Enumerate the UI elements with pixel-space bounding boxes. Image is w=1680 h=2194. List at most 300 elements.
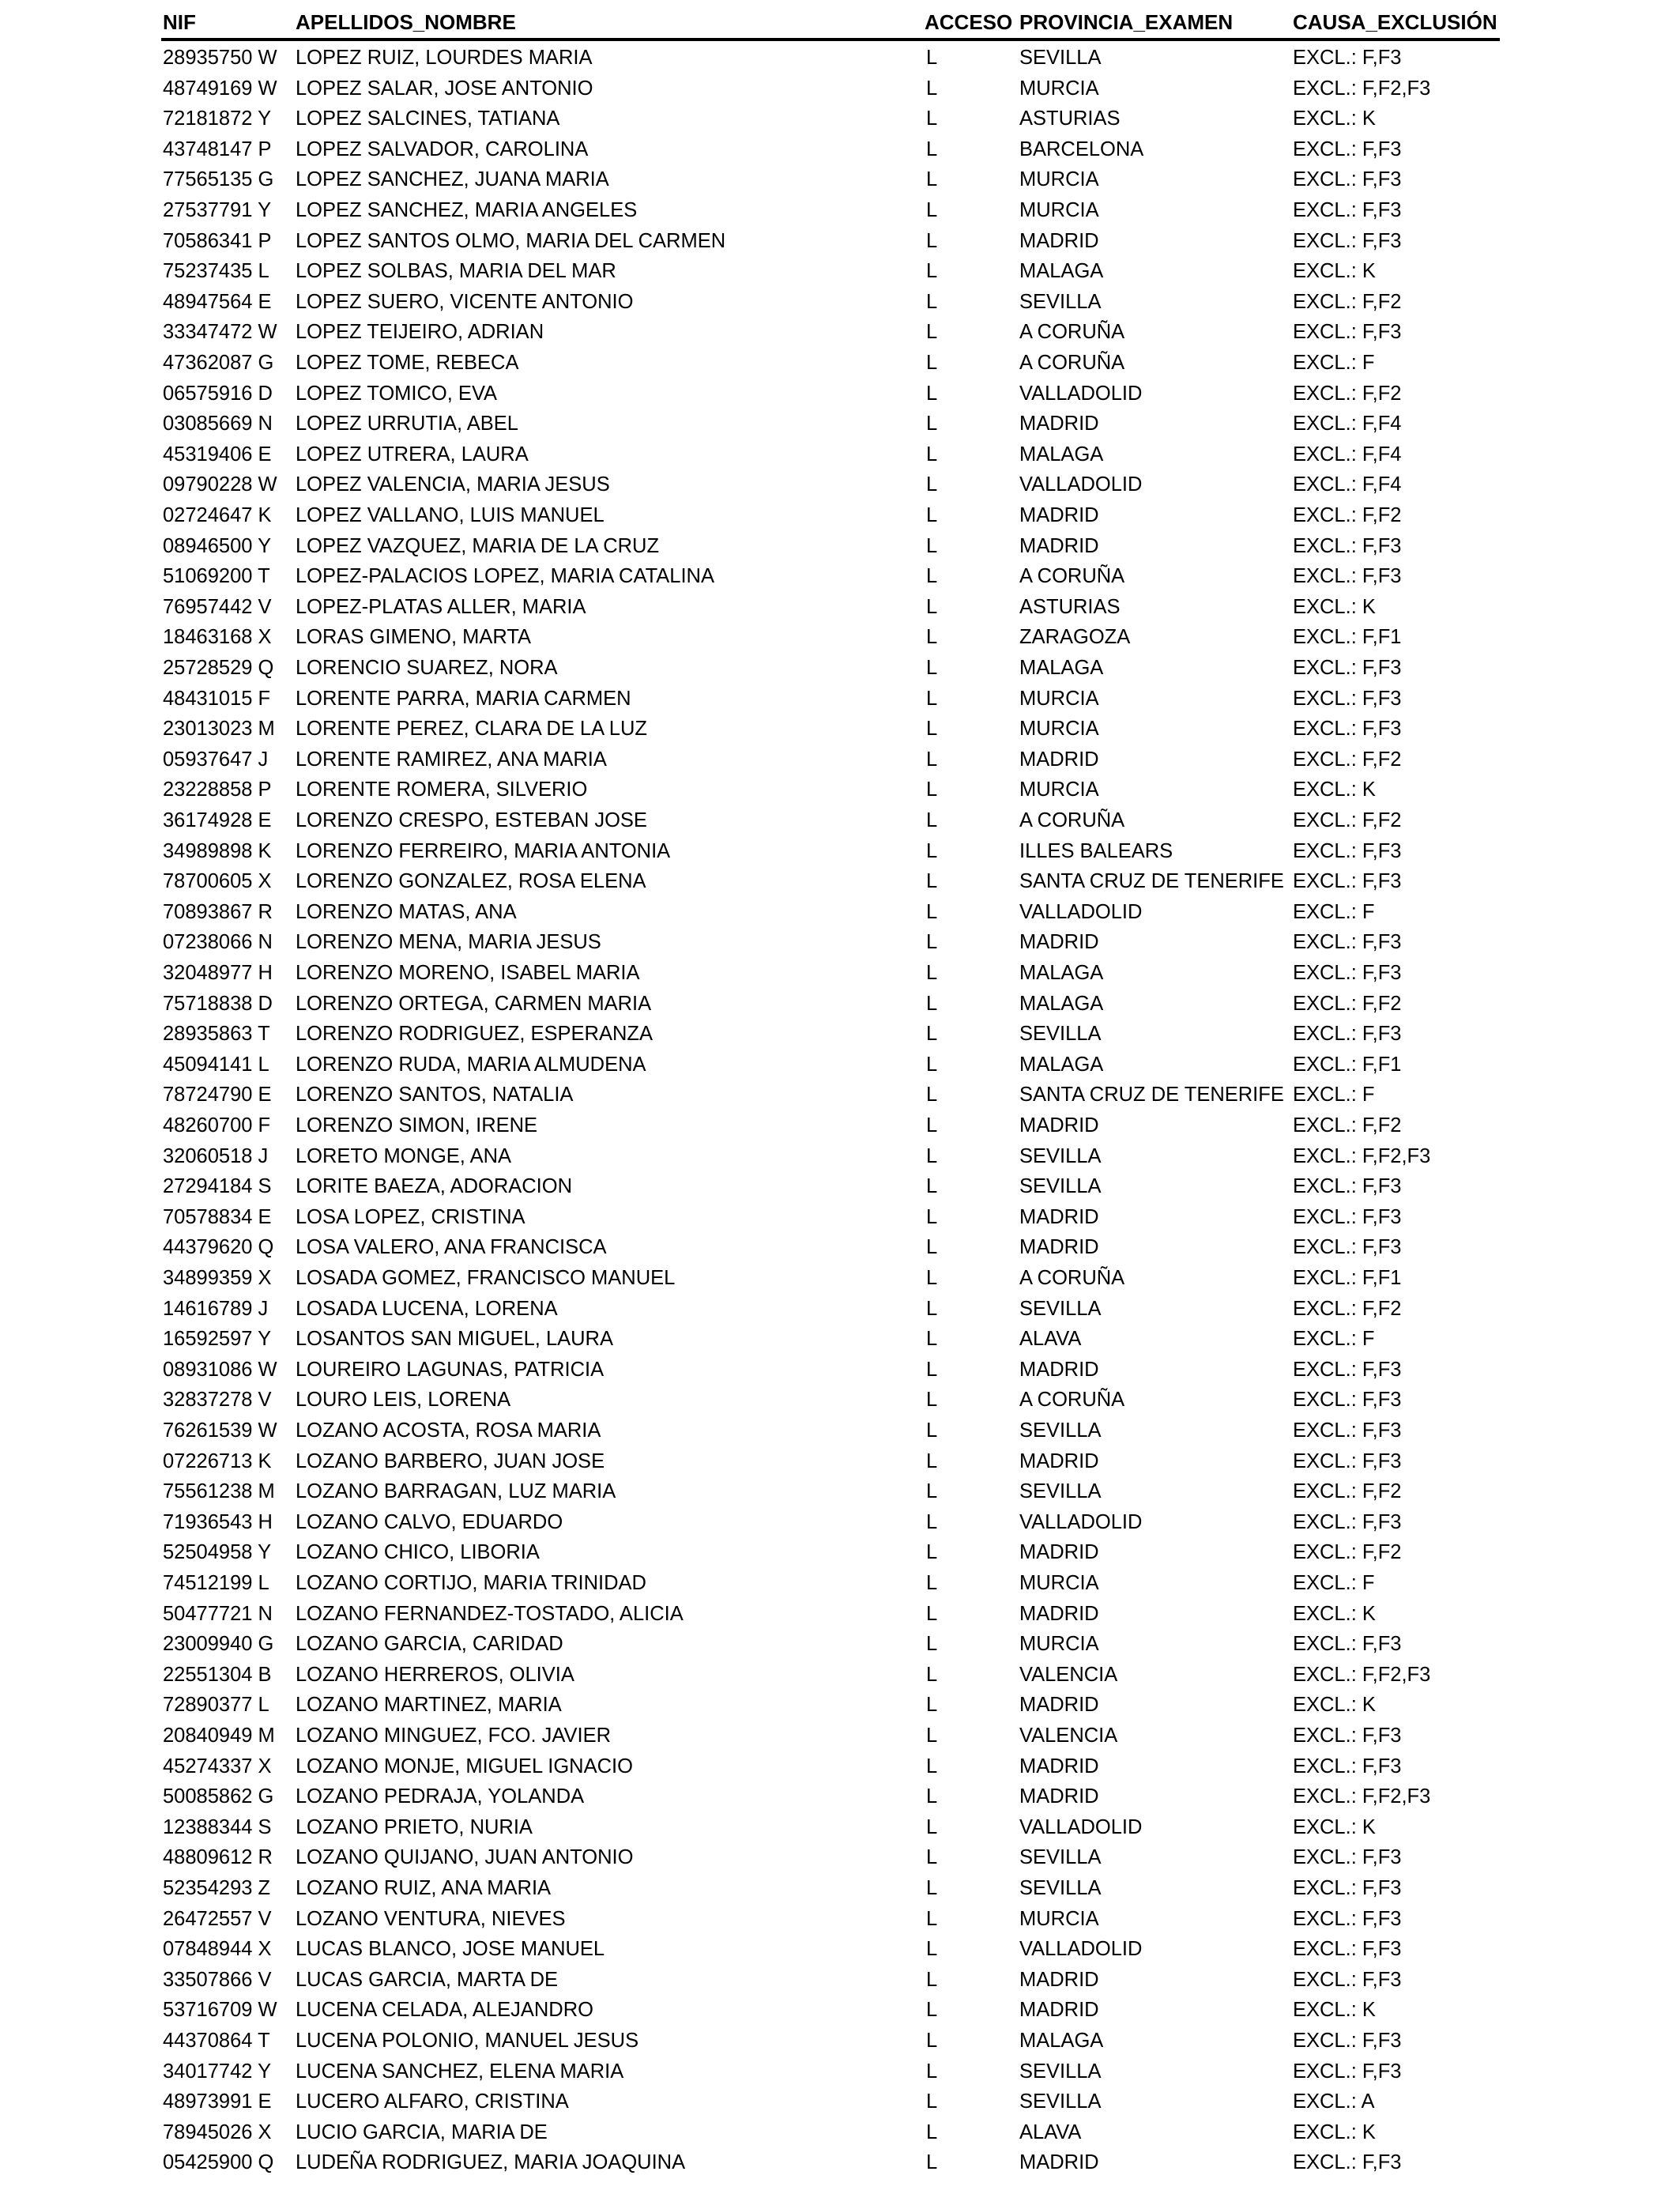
table-row	[0, 1537, 1680, 1568]
cell-acceso: L	[926, 382, 938, 405]
cell-acceso: L	[926, 1175, 938, 1198]
cell-acceso: L	[926, 1114, 938, 1137]
cell-acceso: L	[926, 1205, 938, 1228]
cell-provincia-examen: ALAVA	[1019, 2120, 1082, 2143]
cell-nif: 71936543 H	[163, 1510, 273, 1533]
cell-apellidos-nombre: LOPEZ SANCHEZ, MARIA ANGELES	[296, 199, 638, 221]
cell-nif: 77565135 G	[163, 168, 274, 191]
cell-acceso: L	[926, 2090, 938, 2113]
table-row	[0, 317, 1680, 348]
cell-causa-exclusion: EXCL.: F,F3	[1293, 1419, 1402, 1442]
cell-provincia-examen: MADRID	[1019, 1236, 1099, 1259]
cell-provincia-examen: VALENCIA	[1019, 1725, 1118, 1747]
cell-provincia-examen: VALLADOLID	[1019, 1938, 1143, 1961]
cell-provincia-examen: MALAGA	[1019, 443, 1104, 466]
cell-provincia-examen: MALAGA	[1019, 1053, 1104, 1076]
cell-apellidos-nombre: LOSA VALERO, ANA FRANCISCA	[296, 1236, 607, 1259]
cell-nif: 34017742 Y	[163, 2060, 272, 2083]
cell-nif: 45274337 X	[163, 1755, 272, 1777]
cell-apellidos-nombre: LOZANO RUIZ, ANA MARIA	[296, 1877, 552, 1899]
cell-nif: 28935750 W	[163, 47, 277, 69]
cell-causa-exclusion: EXCL.: F,F2	[1293, 504, 1402, 526]
cell-nif: 07226713 K	[163, 1449, 272, 1472]
table-row	[0, 439, 1680, 470]
cell-acceso: L	[926, 992, 938, 1015]
cell-causa-exclusion: EXCL.: F,F1	[1293, 1053, 1402, 1076]
cell-causa-exclusion: EXCL.: F,F3	[1293, 321, 1402, 344]
cell-acceso: L	[926, 748, 938, 771]
table-row	[0, 1110, 1680, 1141]
table-row	[0, 1507, 1680, 1538]
cell-nif: 23228858 P	[163, 778, 272, 801]
table-row	[0, 469, 1680, 500]
cell-acceso: L	[926, 413, 938, 435]
cell-nif: 08931086 W	[163, 1358, 277, 1381]
cell-apellidos-nombre: LOPEZ SANTOS OLMO, MARIA DEL CARMEN	[296, 229, 726, 252]
cell-causa-exclusion: EXCL.: F	[1293, 1328, 1375, 1351]
table-row	[0, 1416, 1680, 1446]
cell-apellidos-nombre: LOURO LEIS, LORENA	[296, 1389, 511, 1412]
cell-provincia-examen: SEVILLA	[1019, 47, 1102, 69]
cell-apellidos-nombre: LOZANO GARCIA, CARIDAD	[296, 1633, 563, 1656]
cell-provincia-examen: MALAGA	[1019, 657, 1104, 679]
cell-nif: 06575916 D	[163, 382, 273, 405]
cell-nif: 09790228 W	[163, 473, 277, 496]
cell-nif: 78724790 E	[163, 1084, 272, 1106]
cell-provincia-examen: MADRID	[1019, 1785, 1099, 1808]
cell-causa-exclusion: EXCL.: F,F2	[1293, 1480, 1402, 1503]
cell-acceso: L	[926, 1785, 938, 1808]
table-row	[0, 379, 1680, 409]
cell-provincia-examen: VALLADOLID	[1019, 1815, 1143, 1838]
cell-apellidos-nombre: LORENZO CRESPO, ESTEBAN JOSE	[296, 809, 647, 831]
cell-apellidos-nombre: LORENZO RUDA, MARIA ALMUDENA	[296, 1053, 646, 1076]
cell-causa-exclusion: EXCL.: F,F3	[1293, 718, 1402, 741]
cell-apellidos-nombre: LUCENA SANCHEZ, ELENA MARIA	[296, 2060, 624, 2083]
cell-acceso: L	[926, 839, 938, 862]
cell-provincia-examen: MADRID	[1019, 1114, 1099, 1137]
cell-nif: 26472557 V	[163, 1907, 272, 1930]
cell-acceso: L	[926, 1572, 938, 1594]
table-row	[0, 226, 1680, 257]
cell-provincia-examen: A CORUÑA	[1019, 1267, 1125, 1289]
cell-provincia-examen: A CORUÑA	[1019, 565, 1125, 588]
cell-acceso: L	[926, 2120, 938, 2143]
cell-provincia-examen: SEVILLA	[1019, 1175, 1102, 1198]
cell-nif: 12388344 S	[163, 1815, 272, 1838]
cell-provincia-examen: MADRID	[1019, 1541, 1099, 1564]
cell-apellidos-nombre: LOPEZ SANCHEZ, JUANA MARIA	[296, 168, 609, 191]
cell-provincia-examen: MURCIA	[1019, 1907, 1099, 1930]
cell-provincia-examen: BARCELONA	[1019, 138, 1144, 160]
cell-acceso: L	[926, 1449, 938, 1472]
header-causa-exclusion: CAUSA_EXCLUSIÓN	[1293, 10, 1497, 34]
table-row	[0, 195, 1680, 226]
cell-acceso: L	[926, 107, 938, 130]
cell-nif: 78945026 X	[163, 2120, 272, 2143]
table-row	[0, 1690, 1680, 1721]
cell-causa-exclusion: EXCL.: F,F2,F3	[1293, 1785, 1431, 1808]
cell-nif: 18463168 X	[163, 626, 272, 649]
cell-causa-exclusion: EXCL.: F,F4	[1293, 413, 1402, 435]
cell-acceso: L	[926, 595, 938, 618]
cell-nif: 44379620 Q	[163, 1236, 274, 1259]
cell-causa-exclusion: EXCL.: K	[1293, 778, 1376, 801]
cell-causa-exclusion: EXCL.: A	[1293, 2090, 1375, 2113]
table-row	[0, 1965, 1680, 1996]
cell-acceso: L	[926, 229, 938, 252]
cell-nif: 47362087 G	[163, 352, 274, 374]
cell-provincia-examen: MALAGA	[1019, 2030, 1104, 2052]
table-row	[0, 897, 1680, 928]
cell-acceso: L	[926, 1938, 938, 1961]
cell-nif: 72181872 Y	[163, 107, 272, 130]
cell-provincia-examen: SEVILLA	[1019, 2060, 1102, 2083]
cell-nif: 07848944 X	[163, 1938, 272, 1961]
cell-apellidos-nombre: LOZANO VENTURA, NIEVES	[296, 1907, 566, 1930]
cell-apellidos-nombre: LOPEZ TOME, REBECA	[296, 352, 519, 374]
table-row	[0, 531, 1680, 562]
cell-nif: 76957442 V	[163, 595, 272, 618]
cell-causa-exclusion: EXCL.: K	[1293, 595, 1376, 618]
cell-provincia-examen: MADRID	[1019, 748, 1099, 771]
table-row	[0, 1476, 1680, 1507]
cell-apellidos-nombre: LOZANO BARRAGAN, LUZ MARIA	[296, 1480, 616, 1503]
cell-provincia-examen: SEVILLA	[1019, 1023, 1102, 1046]
cell-causa-exclusion: EXCL.: F,F2	[1293, 1114, 1402, 1137]
cell-nif: 05937647 J	[163, 748, 269, 771]
header-acceso: ACCESO	[925, 10, 1013, 34]
table-row	[0, 2026, 1680, 2056]
cell-apellidos-nombre: LUCIO GARCIA, MARIA DE	[296, 2120, 548, 2143]
cell-apellidos-nombre: LOSANTOS SAN MIGUEL, LAURA	[296, 1328, 613, 1351]
cell-acceso: L	[926, 565, 938, 588]
cell-apellidos-nombre: LUCERO ALFARO, CRISTINA	[296, 2090, 569, 2113]
table-row	[0, 1019, 1680, 1050]
cell-apellidos-nombre: LORENZO GONZALEZ, ROSA ELENA	[296, 870, 646, 893]
cell-causa-exclusion: EXCL.: F,F3	[1293, 1877, 1402, 1899]
cell-apellidos-nombre: LUDEÑA RODRIGUEZ, MARIA JOAQUINA	[296, 2151, 686, 2174]
cell-acceso: L	[926, 900, 938, 923]
cell-nif: 14616789 J	[163, 1297, 269, 1320]
cell-apellidos-nombre: LORITE BAEZA, ADORACION	[296, 1175, 572, 1198]
cell-apellidos-nombre: LORAS GIMENO, MARTA	[296, 626, 532, 649]
cell-provincia-examen: ZARAGOZA	[1019, 626, 1131, 649]
cell-acceso: L	[926, 1663, 938, 1686]
cell-apellidos-nombre: LORENTE PARRA, MARIA CARMEN	[296, 687, 631, 710]
cell-provincia-examen: MALAGA	[1019, 962, 1104, 984]
cell-causa-exclusion: EXCL.: K	[1293, 260, 1376, 283]
cell-causa-exclusion: EXCL.: F,F2	[1293, 748, 1402, 771]
cell-provincia-examen: VALLADOLID	[1019, 473, 1143, 496]
table-row	[0, 805, 1680, 836]
table-row	[0, 1599, 1680, 1630]
cell-provincia-examen: MURCIA	[1019, 718, 1099, 741]
cell-apellidos-nombre: LOSA LOPEZ, CRISTINA	[296, 1205, 525, 1228]
cell-apellidos-nombre: LUCAS GARCIA, MARTA DE	[296, 1968, 559, 1991]
cell-causa-exclusion: EXCL.: K	[1293, 1815, 1376, 1838]
table-header	[0, 0, 1680, 41]
cell-provincia-examen: MURCIA	[1019, 199, 1099, 221]
cell-acceso: L	[926, 138, 938, 160]
cell-acceso: L	[926, 1328, 938, 1351]
cell-provincia-examen: A CORUÑA	[1019, 352, 1125, 374]
cell-acceso: L	[926, 47, 938, 69]
table-row	[0, 927, 1680, 958]
table-row	[0, 1842, 1680, 1873]
cell-apellidos-nombre: LORENZO FERREIRO, MARIA ANTONIA	[296, 839, 671, 862]
cell-nif: 48260700 F	[163, 1114, 271, 1137]
cell-provincia-examen: MADRID	[1019, 229, 1099, 252]
table-row	[0, 1904, 1680, 1935]
table-row	[0, 745, 1680, 775]
table-row	[0, 1324, 1680, 1355]
cell-provincia-examen: MADRID	[1019, 1205, 1099, 1228]
cell-apellidos-nombre: LORENZO MATAS, ANA	[296, 900, 517, 923]
cell-apellidos-nombre: LOZANO MINGUEZ, FCO. JAVIER	[296, 1725, 612, 1747]
cell-causa-exclusion: EXCL.: F,F2	[1293, 1297, 1402, 1320]
cell-acceso: L	[926, 1968, 938, 1991]
cell-nif: 45094141 L	[163, 1053, 269, 1076]
cell-apellidos-nombre: LOPEZ RUIZ, LOURDES MARIA	[296, 47, 593, 69]
cell-causa-exclusion: EXCL.: F,F3	[1293, 1389, 1402, 1412]
cell-acceso: L	[926, 1907, 938, 1930]
cell-apellidos-nombre: LOPEZ SOLBAS, MARIA DEL MAR	[296, 260, 616, 283]
table-row	[0, 1446, 1680, 1477]
cell-causa-exclusion: EXCL.: F,F3	[1293, 1510, 1402, 1533]
cell-causa-exclusion: EXCL.: F	[1293, 1572, 1375, 1594]
cell-apellidos-nombre: LOZANO HERREROS, OLIVIA	[296, 1663, 574, 1686]
cell-causa-exclusion: EXCL.: F,F4	[1293, 443, 1402, 466]
table-row	[0, 592, 1680, 623]
cell-provincia-examen: MADRID	[1019, 1999, 1099, 2022]
cell-apellidos-nombre: LOZANO QUIJANO, JUAN ANTONIO	[296, 1846, 634, 1869]
cell-apellidos-nombre: LOZANO CALVO, EDUARDO	[296, 1510, 563, 1533]
cell-causa-exclusion: EXCL.: F,F3	[1293, 1175, 1402, 1198]
table-row	[0, 1721, 1680, 1751]
cell-causa-exclusion: EXCL.: F,F3	[1293, 1938, 1402, 1961]
table-row	[0, 1232, 1680, 1263]
cell-acceso: L	[926, 2151, 938, 2174]
cell-provincia-examen: MADRID	[1019, 534, 1099, 557]
cell-nif: 27294184 S	[163, 1175, 272, 1198]
cell-apellidos-nombre: LOZANO PEDRAJA, YOLANDA	[296, 1785, 585, 1808]
cell-apellidos-nombre: LOPEZ-PALACIOS LOPEZ, MARIA CATALINA	[296, 565, 714, 588]
cell-acceso: L	[926, 1053, 938, 1076]
cell-provincia-examen: MADRID	[1019, 2151, 1099, 2174]
cell-causa-exclusion: EXCL.: K	[1293, 1999, 1376, 2022]
cell-acceso: L	[926, 687, 938, 710]
cell-causa-exclusion: EXCL.: F,F3	[1293, 2060, 1402, 2083]
cell-causa-exclusion: EXCL.: F,F2	[1293, 382, 1402, 405]
cell-nif: 76261539 W	[163, 1419, 277, 1442]
cell-causa-exclusion: EXCL.: F,F2,F3	[1293, 1663, 1431, 1686]
cell-apellidos-nombre: LOPEZ SALAR, JOSE ANTONIO	[296, 77, 593, 100]
cell-apellidos-nombre: LORENZO MORENO, ISABEL MARIA	[296, 962, 640, 984]
cell-nif: 53716709 W	[163, 1999, 277, 2022]
cell-acceso: L	[926, 1236, 938, 1259]
table-row	[0, 1171, 1680, 1202]
cell-provincia-examen: MADRID	[1019, 1602, 1099, 1625]
cell-nif: 32837278 V	[163, 1389, 272, 1412]
header-apellidos-nombre: APELLIDOS_NOMBRE	[296, 10, 516, 34]
cell-acceso: L	[926, 473, 938, 496]
cell-provincia-examen: SEVILLA	[1019, 1877, 1102, 1899]
cell-acceso: L	[926, 1297, 938, 1320]
cell-apellidos-nombre: LOZANO BARBERO, JUAN JOSE	[296, 1449, 605, 1472]
cell-acceso: L	[926, 290, 938, 313]
table-row	[0, 409, 1680, 439]
cell-nif: 48809612 R	[163, 1846, 273, 1869]
cell-acceso: L	[926, 1084, 938, 1106]
table-row	[0, 348, 1680, 379]
cell-acceso: L	[926, 534, 938, 557]
cell-causa-exclusion: EXCL.: F,F3	[1293, 931, 1402, 954]
cell-apellidos-nombre: LORENZO MENA, MARIA JESUS	[296, 931, 601, 954]
table-row	[0, 287, 1680, 318]
cell-apellidos-nombre: LUCAS BLANCO, JOSE MANUEL	[296, 1938, 605, 1961]
cell-causa-exclusion: EXCL.: F,F3	[1293, 2151, 1402, 2174]
cell-nif: 32060518 J	[163, 1144, 269, 1167]
table-row	[0, 1080, 1680, 1110]
cell-provincia-examen: MURCIA	[1019, 1572, 1099, 1594]
cell-provincia-examen: MURCIA	[1019, 168, 1099, 191]
cell-causa-exclusion: EXCL.: F	[1293, 1084, 1375, 1106]
cell-acceso: L	[926, 2030, 938, 2052]
cell-acceso: L	[926, 1633, 938, 1656]
cell-causa-exclusion: EXCL.: F,F4	[1293, 473, 1402, 496]
cell-provincia-examen: A CORUÑA	[1019, 321, 1125, 344]
cell-acceso: L	[926, 1419, 938, 1442]
cell-acceso: L	[926, 626, 938, 649]
table-row	[0, 74, 1680, 104]
cell-acceso: L	[926, 1358, 938, 1381]
cell-provincia-examen: SEVILLA	[1019, 2090, 1102, 2113]
cell-causa-exclusion: EXCL.: F,F2	[1293, 1541, 1402, 1564]
cell-provincia-examen: MALAGA	[1019, 260, 1104, 283]
cell-causa-exclusion: EXCL.: F,F1	[1293, 626, 1402, 649]
cell-causa-exclusion: EXCL.: F,F3	[1293, 168, 1402, 191]
table-row	[0, 1355, 1680, 1385]
table-row	[0, 561, 1680, 592]
cell-apellidos-nombre: LUCENA POLONIO, MANUEL JESUS	[296, 2030, 639, 2052]
cell-apellidos-nombre: LORENTE PEREZ, CLARA DE LA LUZ	[296, 718, 647, 741]
cell-provincia-examen: ASTURIAS	[1019, 107, 1121, 130]
cell-nif: 70893867 R	[163, 900, 273, 923]
cell-provincia-examen: MADRID	[1019, 1755, 1099, 1777]
cell-causa-exclusion: EXCL.: K	[1293, 1602, 1376, 1625]
table-row	[0, 684, 1680, 714]
cell-provincia-examen: MADRID	[1019, 931, 1099, 954]
cell-nif: 48947564 E	[163, 290, 272, 313]
cell-provincia-examen: ALAVA	[1019, 1328, 1082, 1351]
cell-apellidos-nombre: LOPEZ URRUTIA, ABEL	[296, 413, 518, 435]
table-row	[0, 836, 1680, 867]
cell-acceso: L	[926, 778, 938, 801]
cell-apellidos-nombre: LOPEZ VAZQUEZ, MARIA DE LA CRUZ	[296, 534, 660, 557]
cell-causa-exclusion: EXCL.: F,F2	[1293, 809, 1402, 831]
cell-apellidos-nombre: LOPEZ UTRERA, LAURA	[296, 443, 529, 466]
cell-causa-exclusion: EXCL.: F,F3	[1293, 1968, 1402, 1991]
cell-nif: 45319406 E	[163, 443, 272, 466]
cell-provincia-examen: MADRID	[1019, 413, 1099, 435]
cell-causa-exclusion: EXCL.: F,F3	[1293, 1755, 1402, 1777]
cell-causa-exclusion: EXCL.: F,F3	[1293, 229, 1402, 252]
header-divider	[161, 38, 1500, 41]
cell-causa-exclusion: EXCL.: F,F3	[1293, 1633, 1402, 1656]
table-row	[0, 2056, 1680, 2087]
table-row	[0, 622, 1680, 653]
header-nif: NIF	[163, 10, 196, 34]
cell-provincia-examen: MURCIA	[1019, 687, 1099, 710]
cell-acceso: L	[926, 1877, 938, 1899]
cell-provincia-examen: SEVILLA	[1019, 1297, 1102, 1320]
table-row	[0, 1568, 1680, 1599]
cell-acceso: L	[926, 1725, 938, 1747]
cell-acceso: L	[926, 168, 938, 191]
cell-apellidos-nombre: LUCENA CELADA, ALEJANDRO	[296, 1999, 593, 2022]
table-row	[0, 2117, 1680, 2148]
cell-acceso: L	[926, 809, 938, 831]
cell-apellidos-nombre: LOZANO CHICO, LIBORIA	[296, 1541, 540, 1564]
cell-acceso: L	[926, 77, 938, 100]
cell-apellidos-nombre: LOZANO CORTIJO, MARIA TRINIDAD	[296, 1572, 646, 1594]
table-row	[0, 775, 1680, 805]
cell-provincia-examen: SEVILLA	[1019, 1846, 1102, 1869]
cell-nif: 16592597 Y	[163, 1328, 272, 1351]
cell-apellidos-nombre: LOZANO ACOSTA, ROSA MARIA	[296, 1419, 601, 1442]
cell-provincia-examen: SEVILLA	[1019, 1144, 1102, 1167]
cell-acceso: L	[926, 1999, 938, 2022]
cell-provincia-examen: MURCIA	[1019, 778, 1099, 801]
table-row	[0, 989, 1680, 1020]
cell-nif: 44370864 T	[163, 2030, 270, 2052]
cell-nif: 75237435 L	[163, 260, 269, 283]
cell-causa-exclusion: EXCL.: F,F3	[1293, 138, 1402, 160]
cell-provincia-examen: MADRID	[1019, 1449, 1099, 1472]
cell-nif: 07238066 N	[163, 931, 273, 954]
cell-nif: 20840949 M	[163, 1725, 275, 1747]
table-row	[0, 866, 1680, 897]
cell-provincia-examen: SEVILLA	[1019, 1419, 1102, 1442]
cell-provincia-examen: MURCIA	[1019, 1633, 1099, 1656]
cell-nif: 48749169 W	[163, 77, 277, 100]
cell-acceso: L	[926, 718, 938, 741]
cell-acceso: L	[926, 1023, 938, 1046]
cell-nif: 23013023 M	[163, 718, 275, 741]
cell-acceso: L	[926, 870, 938, 893]
cell-acceso: L	[926, 1694, 938, 1717]
cell-acceso: L	[926, 1846, 938, 1869]
cell-apellidos-nombre: LOPEZ SUERO, VICENTE ANTONIO	[296, 290, 634, 313]
table-row	[0, 1294, 1680, 1325]
cell-causa-exclusion: EXCL.: F,F3	[1293, 199, 1402, 221]
table-row	[0, 1934, 1680, 1965]
cell-nif: 03085669 N	[163, 413, 273, 435]
cell-provincia-examen: VALENCIA	[1019, 1663, 1118, 1686]
table-row	[0, 134, 1680, 165]
cell-apellidos-nombre: LORENZO ORTEGA, CARMEN MARIA	[296, 992, 652, 1015]
cell-causa-exclusion: EXCL.: F,F3	[1293, 870, 1402, 893]
cell-acceso: L	[926, 199, 938, 221]
cell-nif: 70578834 E	[163, 1205, 272, 1228]
cell-apellidos-nombre: LOPEZ VALLANO, LUIS MANUEL	[296, 504, 605, 526]
cell-provincia-examen: ASTURIAS	[1019, 595, 1121, 618]
cell-provincia-examen: MADRID	[1019, 504, 1099, 526]
cell-nif: 75561238 M	[163, 1480, 275, 1503]
cell-apellidos-nombre: LOZANO MARTINEZ, MARIA	[296, 1694, 562, 1717]
cell-nif: 08946500 Y	[163, 534, 272, 557]
